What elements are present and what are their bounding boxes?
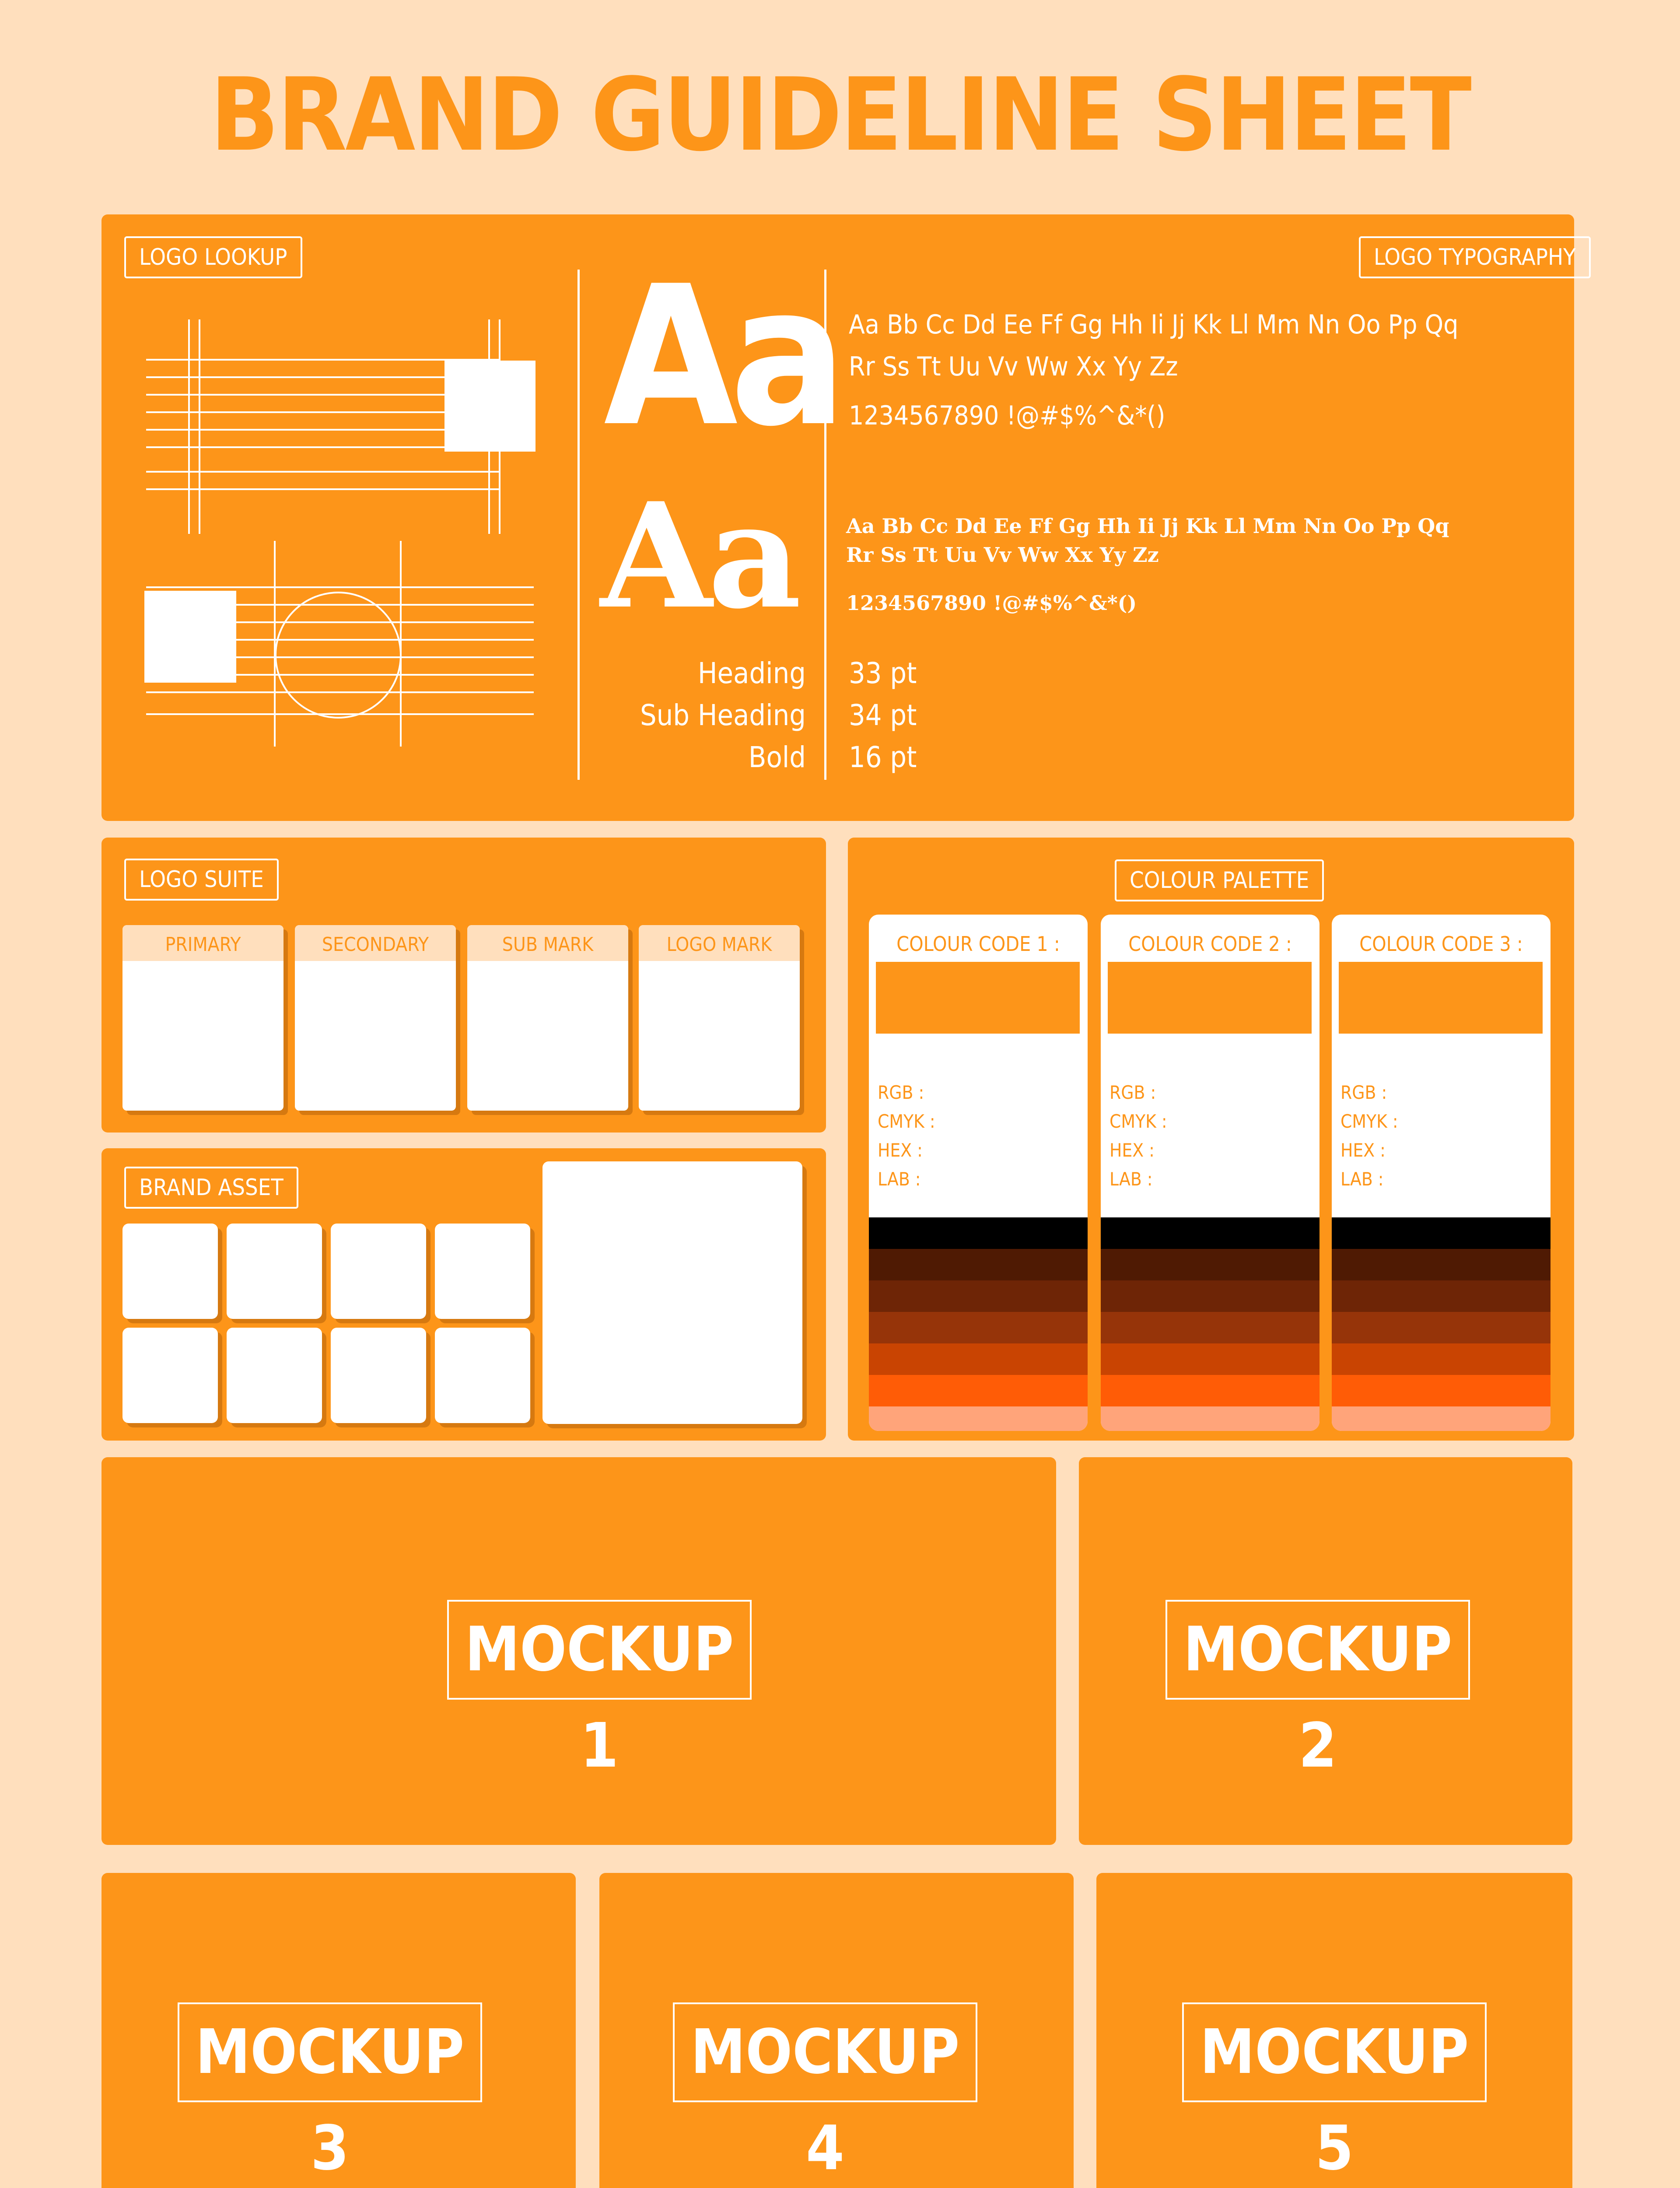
asset-tile-large[interactable] [542, 1161, 802, 1424]
size-value-heading: 33 pt [849, 656, 917, 690]
mockup-2-label: MOCKUP 2 [1166, 1600, 1470, 1700]
asset-tile[interactable] [122, 1224, 218, 1319]
colour-palette-tag: COLOUR PALETTE [1115, 859, 1324, 901]
cmyk-label: CMYK : [1110, 1111, 1167, 1132]
shade-strip [1332, 1406, 1550, 1431]
shade-strip [869, 1343, 1088, 1376]
shade-strip [1101, 1217, 1320, 1250]
shade-strip [869, 1280, 1088, 1313]
lab-label: LAB : [878, 1168, 921, 1190]
serif-alphabet-line1: Aa Bb Cc Dd Ee Ff Gg Hh Ii Jj Kk Ll Mm Nn Oo Pp Qq [846, 514, 1449, 538]
logo-typography-tag: LOGO TYPOGRAPHY [1359, 236, 1591, 278]
card-label: LOGO MARK [639, 925, 800, 961]
card-label: SECONDARY [295, 925, 456, 961]
mockup-4-label: MOCKUP 4 [673, 2002, 977, 2102]
size-name-subheading: Sub Heading [640, 698, 806, 732]
logo-suite-card-logo-mark[interactable] [639, 925, 800, 1111]
shade-strip [1101, 1280, 1320, 1313]
hex-label: HEX : [1110, 1140, 1155, 1161]
card-label: SUB MARK [467, 925, 628, 961]
shade-strip [1332, 1280, 1550, 1313]
asset-tile[interactable] [227, 1224, 322, 1319]
asset-tile[interactable] [122, 1328, 218, 1423]
size-name-heading: Heading [697, 656, 806, 690]
shade-strip [1101, 1249, 1320, 1281]
serif-sample: Aa [600, 471, 797, 641]
asset-tile[interactable] [435, 1224, 530, 1319]
sans-alphabet-line1: Aa Bb Cc Dd Ee Ff Gg Hh Ii Jj Kk Ll Mm Nn Oo Pp Qq [849, 309, 1459, 340]
colour-code-title: COLOUR CODE 2 : [1128, 932, 1292, 956]
mockup-1-label: MOCKUP 1 [447, 1600, 752, 1700]
shade-strip [1101, 1343, 1320, 1376]
hex-label: HEX : [878, 1140, 923, 1161]
shade-strip [1101, 1375, 1320, 1407]
rgb-label: RGB : [878, 1082, 924, 1103]
logo-suite-card-secondary[interactable] [295, 925, 456, 1111]
shade-strip [1101, 1312, 1320, 1344]
colour-code-card-1 [869, 915, 1088, 1431]
shade-strip [1332, 1249, 1550, 1281]
serif-numbers: 1234567890 !@#$%^&*() [846, 591, 1137, 615]
hex-label: HEX : [1340, 1140, 1386, 1161]
shade-strip [869, 1375, 1088, 1407]
shade-strip [869, 1312, 1088, 1344]
asset-tile[interactable] [227, 1328, 322, 1423]
shade-strip [869, 1217, 1088, 1250]
shade-strip [869, 1249, 1088, 1281]
sans-sample: Aa [604, 245, 839, 469]
sans-numbers: 1234567890 !@#$%^&*() [849, 400, 1166, 431]
serif-alphabet-line2: Rr Ss Tt Uu Vv Ww Xx Yy Zz [846, 543, 1159, 567]
shade-strip [1101, 1406, 1320, 1431]
colour-swatch [1108, 962, 1312, 1034]
logo-suite-card-primary[interactable] [122, 925, 284, 1111]
brand-asset-tag: BRAND ASSET [124, 1167, 298, 1209]
logo-suite-card-sub-mark[interactable] [467, 925, 628, 1111]
sans-alphabet-line2: Rr Ss Tt Uu Vv Ww Xx Yy Zz [849, 351, 1178, 382]
colour-code-card-2 [1101, 915, 1320, 1431]
asset-tile[interactable] [331, 1328, 426, 1423]
typography-divider-left [578, 270, 580, 780]
card-label: PRIMARY [122, 925, 284, 961]
shade-strip [869, 1406, 1088, 1431]
colour-code-card-3 [1332, 915, 1550, 1431]
page-title: BRAND GUIDELINE SHEET [210, 57, 1470, 174]
size-value-subheading: 34 pt [849, 698, 917, 732]
cmyk-label: CMYK : [878, 1111, 935, 1132]
logo-lookup-tag: LOGO LOOKUP [124, 236, 302, 278]
mockup-5-label: MOCKUP 5 [1182, 2002, 1487, 2102]
colour-swatch [1339, 962, 1543, 1034]
mockup-3-label: MOCKUP 3 [178, 2002, 482, 2102]
rgb-label: RGB : [1110, 1082, 1156, 1103]
shade-strip [1332, 1217, 1550, 1250]
shade-strip [1332, 1343, 1550, 1376]
size-value-bold: 16 pt [849, 740, 917, 774]
lab-label: LAB : [1110, 1168, 1153, 1190]
colour-code-title: COLOUR CODE 3 : [1359, 932, 1523, 956]
size-name-bold: Bold [748, 740, 806, 774]
colour-swatch [876, 962, 1080, 1034]
shade-strip [1332, 1375, 1550, 1407]
cmyk-label: CMYK : [1340, 1111, 1398, 1132]
lab-label: LAB : [1340, 1168, 1384, 1190]
shade-strip [1332, 1312, 1550, 1344]
logo-suite-tag: LOGO SUITE [124, 859, 279, 901]
asset-tile[interactable] [331, 1224, 426, 1319]
rgb-label: RGB : [1340, 1082, 1387, 1103]
asset-tile[interactable] [435, 1328, 530, 1423]
colour-code-title: COLOUR CODE 1 : [896, 932, 1060, 956]
